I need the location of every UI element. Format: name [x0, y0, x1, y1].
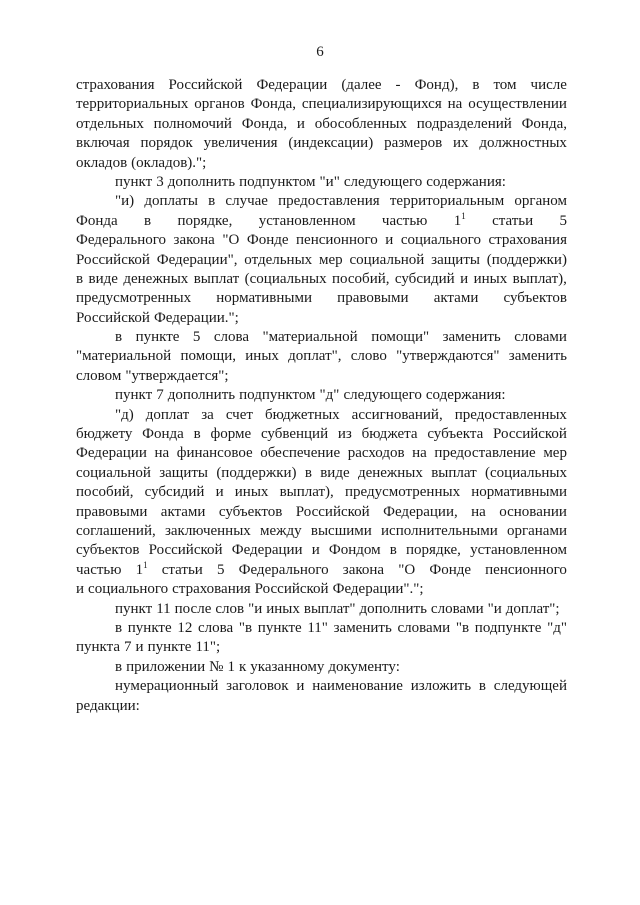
text-line: "материальной помощи, иных доплат", слово "утверждаются" заменить [76, 348, 567, 365]
text-line: Федерального закона "О Фонде пенсионного и социального страхования [76, 232, 567, 249]
text-line: соглашений, заключенных между высшими исполнительными органами [76, 522, 567, 539]
text-line: окладов (окладов)."; [76, 154, 207, 171]
text-line: Фонда в порядке, установленном частью $1^1$ статьи 5 [76, 210, 567, 229]
text-line: нумерационный заголовок и наименование изложить в следующей [115, 678, 567, 695]
text-line: пособий, субсидий и иных выплат), предусмотренных нормативными [76, 484, 567, 501]
text-line: пункт 11 после слов "и иных выплат" дополнить словами "и доплат"; [115, 600, 560, 617]
text-line: предусмотренных нормативными правовыми актами субъектов [76, 290, 567, 307]
text-line: и социального страхования Российской Федерации"."; [76, 581, 424, 598]
text-line: в виде денежных выплат (социальных пособий, субсидий и иных выплат), [76, 270, 567, 287]
text-line: редакции: [76, 697, 140, 714]
document-body [76, 76, 567, 716]
text-line: пункт 3 дополнить подпунктом "и" следующего содержания: [115, 173, 506, 190]
text-line: "д) доплат за счет бюджетных ассигнований, предоставленных [115, 406, 567, 423]
text-line: социальной защиты (поддержки) в виде денежных выплат (социальных [76, 464, 567, 481]
text-line: Российской Федерации", отдельных мер социальной защиты (поддержки) [76, 251, 567, 268]
text-line: включая порядок увеличения (индексации) размеров их должностных [76, 135, 567, 152]
text-line: в пункте 5 слова "материальной помощи" заменить словами [115, 329, 567, 346]
text-line: "и) доплаты в случае предоставления территориальным органом [115, 193, 567, 210]
text-line: пункта 7 и пункте 11"; [76, 639, 221, 656]
text-line: Федерации на финансовое обеспечение расходов на предоставление мер [76, 445, 567, 462]
page-number: 6 [316, 44, 324, 60]
text-line: правовыми актами субъектов Российской Федерации, на основании [76, 503, 567, 520]
text-line: в пункте 12 слова "в пункте 11" заменить словами "в подпункте "д" [115, 619, 567, 636]
text-line: пункт 7 дополнить подпунктом "д" следующего содержания: [115, 387, 506, 404]
text-line: субъектов Российской Федерации и Фондом в порядке, установленном [76, 542, 567, 559]
text-line: территориальных органов Фонда, специализирующихся на осуществлении [76, 96, 567, 113]
text-line: в приложении № 1 к указанному документу: [115, 658, 400, 675]
text-line: страхования Российской Федерации (далее - Фонд), в том числе [76, 77, 567, 93]
text-line: словом "утверждается"; [76, 367, 229, 384]
text-line: отдельных полномочий Фонда, и обособленных подразделений Фонда, [76, 115, 567, 132]
text-line: частью $1^1$ статьи 5 Федерального закона "О Фонде пенсионного [76, 559, 567, 578]
text-line: бюджету Фонда в форме субвенций из бюджета субъекта Российской [76, 426, 567, 443]
text-line: Российской Федерации."; [76, 309, 239, 326]
